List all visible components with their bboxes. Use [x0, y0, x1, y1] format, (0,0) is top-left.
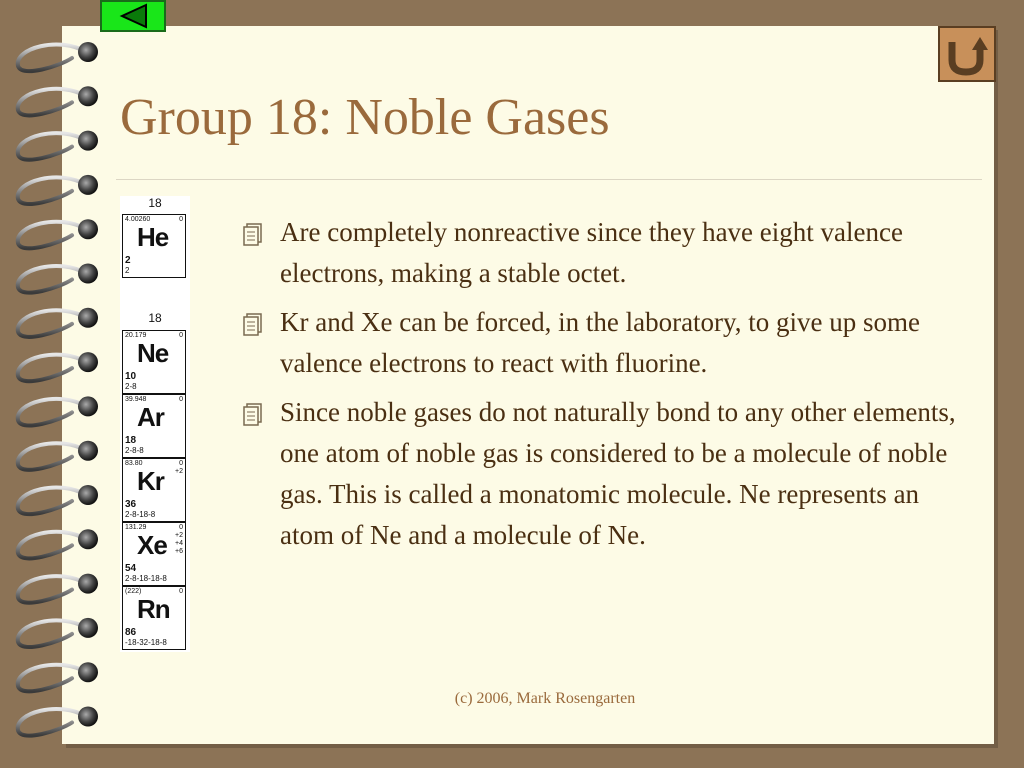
bullet-list: [240, 212, 975, 564]
title-divider: [116, 179, 982, 180]
electron-config: 2-8: [125, 382, 137, 391]
element-tile-ne: [122, 330, 186, 394]
bullet-item: [240, 302, 975, 384]
bullet-item: [240, 392, 975, 556]
spiral-ring: [18, 308, 98, 337]
spiral-ring: [18, 131, 98, 160]
atomic-number: 36: [125, 499, 137, 510]
oxidation-states: 0: [179, 216, 183, 223]
spiral-binding: [0, 0, 120, 768]
element-symbol: Rn: [137, 594, 170, 624]
element-symbol: Ar: [137, 402, 164, 432]
spiral-ring: [18, 175, 98, 204]
spiral-ring: [18, 264, 98, 293]
electron-config: 2-8-8: [125, 446, 144, 455]
previous-slide-button[interactable]: [100, 0, 166, 32]
atomic-mass: 20.179: [125, 332, 147, 339]
spiral-ring: [18, 618, 98, 647]
element-symbol: He: [137, 222, 169, 252]
electron-config: -18-32-18-8: [125, 638, 167, 647]
oxidation-states: 0: [179, 588, 183, 595]
periodic-table-column: [120, 196, 190, 652]
atomic-mass: (222): [125, 588, 142, 595]
notepad-bullet-icon: [240, 311, 266, 337]
notepad-bullet-icon: [240, 221, 266, 247]
spiral-ring: [18, 662, 98, 691]
atomic-number: 10: [125, 371, 137, 382]
atomic-mass: 83.80: [125, 460, 143, 467]
notepad-bullet-icon: [240, 401, 266, 427]
atomic-mass: 4.00260: [125, 216, 151, 223]
spiral-ring: [18, 396, 98, 425]
atomic-number: 2: [125, 255, 131, 266]
element-symbol: Kr: [137, 466, 164, 496]
group-number-top: 18: [148, 196, 162, 210]
atomic-mass: 131.29: [125, 524, 147, 531]
oxidation-states: 0: [179, 396, 183, 403]
element-tile-he: [122, 214, 186, 278]
electron-config: 2-8-18-18-8: [125, 574, 167, 583]
spiral-ring: [18, 485, 98, 514]
element-tile-ar: [122, 394, 186, 458]
element-symbol: Ne: [137, 338, 169, 368]
group-number-bottom: 18: [148, 311, 162, 325]
electron-config: 2-8-18-8: [125, 510, 156, 519]
spiral-ring: [18, 574, 98, 603]
bullet-text: Are completely nonreactive since they have eight valence electrons, making a stable octet.: [280, 217, 903, 288]
u-turn-arrow-icon: [940, 28, 994, 80]
copyright-footer: (c) 2006, Mark Rosengarten: [454, 690, 636, 707]
element-tile-rn: [122, 586, 186, 650]
element-tile-xe: [122, 522, 186, 586]
atomic-number: 18: [125, 435, 137, 446]
element-tile-kr: [122, 458, 186, 522]
oxidation-states: 0 +2: [175, 460, 183, 475]
spiral-ring: [18, 529, 98, 558]
spiral-ring: [18, 42, 98, 71]
atomic-number: 54: [125, 563, 137, 574]
spiral-ring: [18, 86, 98, 115]
atomic-mass: 39.948: [125, 396, 147, 403]
bullet-item: [240, 212, 975, 294]
element-symbol: Xe: [137, 530, 167, 560]
bullet-text: Since noble gases do not naturally bond to any other elements, one atom of noble gas is considered to be a molecule of noble gas. This is called a monatomic molecule. Ne represents an atom of Ne and a molecule of Ne.: [280, 397, 956, 550]
electron-config: 2: [125, 266, 130, 275]
bullet-text: Kr and Xe can be forced, in the laboratory, to give up some valence electrons to react with fluorine.: [280, 307, 921, 378]
spiral-ring: [18, 707, 98, 736]
return-button[interactable]: [938, 26, 996, 82]
oxidation-states: 0 +2 +4 +6: [175, 524, 183, 555]
left-triangle-icon: [102, 2, 164, 30]
oxidation-states: 0: [179, 332, 183, 339]
spiral-ring: [18, 219, 98, 248]
spiral-ring: [18, 352, 98, 381]
spiral-ring: [18, 441, 98, 470]
atomic-number: 86: [125, 627, 137, 638]
slide-title: Group 18: Noble Gases: [120, 89, 610, 146]
